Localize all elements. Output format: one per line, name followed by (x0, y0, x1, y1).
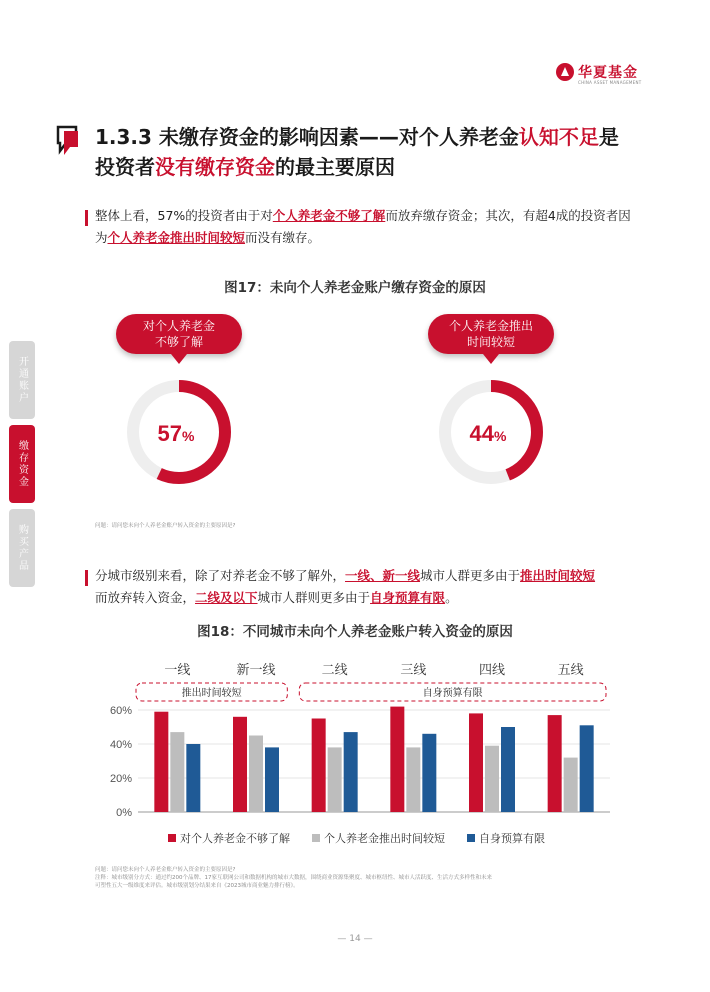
logo-icon (556, 63, 574, 81)
bar (548, 715, 562, 812)
donut-chart-2 (436, 377, 546, 487)
city-paragraph: 分城市级别来看，除了对养老金不够了解外，一线、新一线城市人群更多由于推出时间较短 而放弃转入资金，二线及以下城市人群则更多由于自身预算有限。 (95, 568, 596, 605)
bar-chart (90, 652, 630, 862)
company-logo (556, 62, 666, 88)
figure17-note: 问题：请问您未向个人养老金账户转入资金的主要原因是? (95, 523, 236, 529)
bar (422, 734, 436, 812)
legend-label: 对个人养老金不够了解 (180, 832, 290, 845)
y-tick-label: 60% (109, 705, 132, 717)
donut2-callout: 个人养老金推出 时间较短 (428, 314, 554, 354)
bar (233, 717, 247, 812)
page-number: — 14 — (337, 934, 373, 944)
figure18-notes: 问题：请问您未向个人养老金账户转入资金的主要原因是? 注释：城市级别分方式：通过约200个品牌、17家互联网公司和数据机构的城市大数据，围绕商业资源集聚度、城市枢纽性、城市人活跃度、生活方式多样性和未来 可塑性五大一级维度来评估。城市级别划分结果来自《2023城市商业魅力排行榜》。 (95, 867, 493, 889)
donut1-label: 57% (157, 421, 195, 446)
legend-label: 自身预算有限 (479, 832, 545, 845)
category-label: 五线 (557, 663, 584, 678)
paragraph-marker-2 (85, 570, 88, 586)
bar (265, 747, 279, 812)
donut1-callout-tail (171, 354, 187, 364)
group-label-2: 自身预算有限 (422, 688, 483, 699)
bar (170, 732, 184, 812)
y-tick-label: 40% (109, 739, 132, 751)
donut1-callout: 对个人养老金 不够了解 (116, 314, 242, 354)
donut2-callout-tail (483, 354, 499, 364)
y-tick-label: 20% (109, 773, 132, 785)
category-label: 二线 (321, 663, 348, 678)
y-tick-label: 0% (116, 807, 132, 819)
category-label: 一线 (164, 663, 191, 678)
paragraph-marker (85, 210, 88, 226)
bar (580, 725, 594, 812)
section-title: 1.3.3 未缴存资金的影响因素——对个人养老金认知不足是 投资者没有缴存资金的最主要原因 (95, 125, 619, 179)
summary-paragraph: 整体上看，57%的投资者由于对个人养老金不够了解而放弃缴存资金；其次，有超4成的投资者因为个人养老金推出时间较短而没有缴存。 (95, 208, 631, 245)
sidetab-buy-products[interactable]: 购买产品 (9, 509, 35, 587)
legend-swatch (312, 834, 320, 842)
bar (186, 744, 200, 812)
logo-subtitle: CHINA ASSET MANAGEMENT (578, 80, 642, 85)
sidetab-deposit-funds[interactable]: 缴存资金 (9, 425, 35, 503)
bar (469, 713, 483, 812)
legend-swatch (168, 834, 176, 842)
logo-name: 华夏基金 (578, 65, 638, 81)
bar (328, 747, 342, 812)
legend-swatch (467, 834, 475, 842)
bar (344, 732, 358, 812)
bar (406, 747, 420, 812)
donut-chart-1 (124, 377, 234, 487)
donut2-label: 44% (469, 421, 507, 446)
figure18-title: 图18：不同城市未向个人养老金账户转入资金的原因 (197, 624, 513, 640)
category-label: 三线 (400, 663, 427, 678)
figure17-title: 图17：未向个人养老金账户缴存资金的原因 (224, 280, 486, 296)
bar (154, 712, 168, 812)
category-label: 新一线 (236, 663, 276, 678)
bar (390, 707, 404, 812)
bar (501, 727, 515, 812)
bar (564, 758, 578, 812)
sidetab-open-account[interactable]: 开通账户 (9, 341, 35, 419)
bar (249, 736, 263, 813)
bar (485, 746, 499, 812)
group-label-1: 推出时间较短 (181, 688, 242, 699)
section-flag-icon (56, 125, 80, 157)
category-label: 四线 (478, 663, 506, 678)
legend-label: 个人养老金推出时间较短 (324, 832, 445, 845)
bar (312, 719, 326, 813)
